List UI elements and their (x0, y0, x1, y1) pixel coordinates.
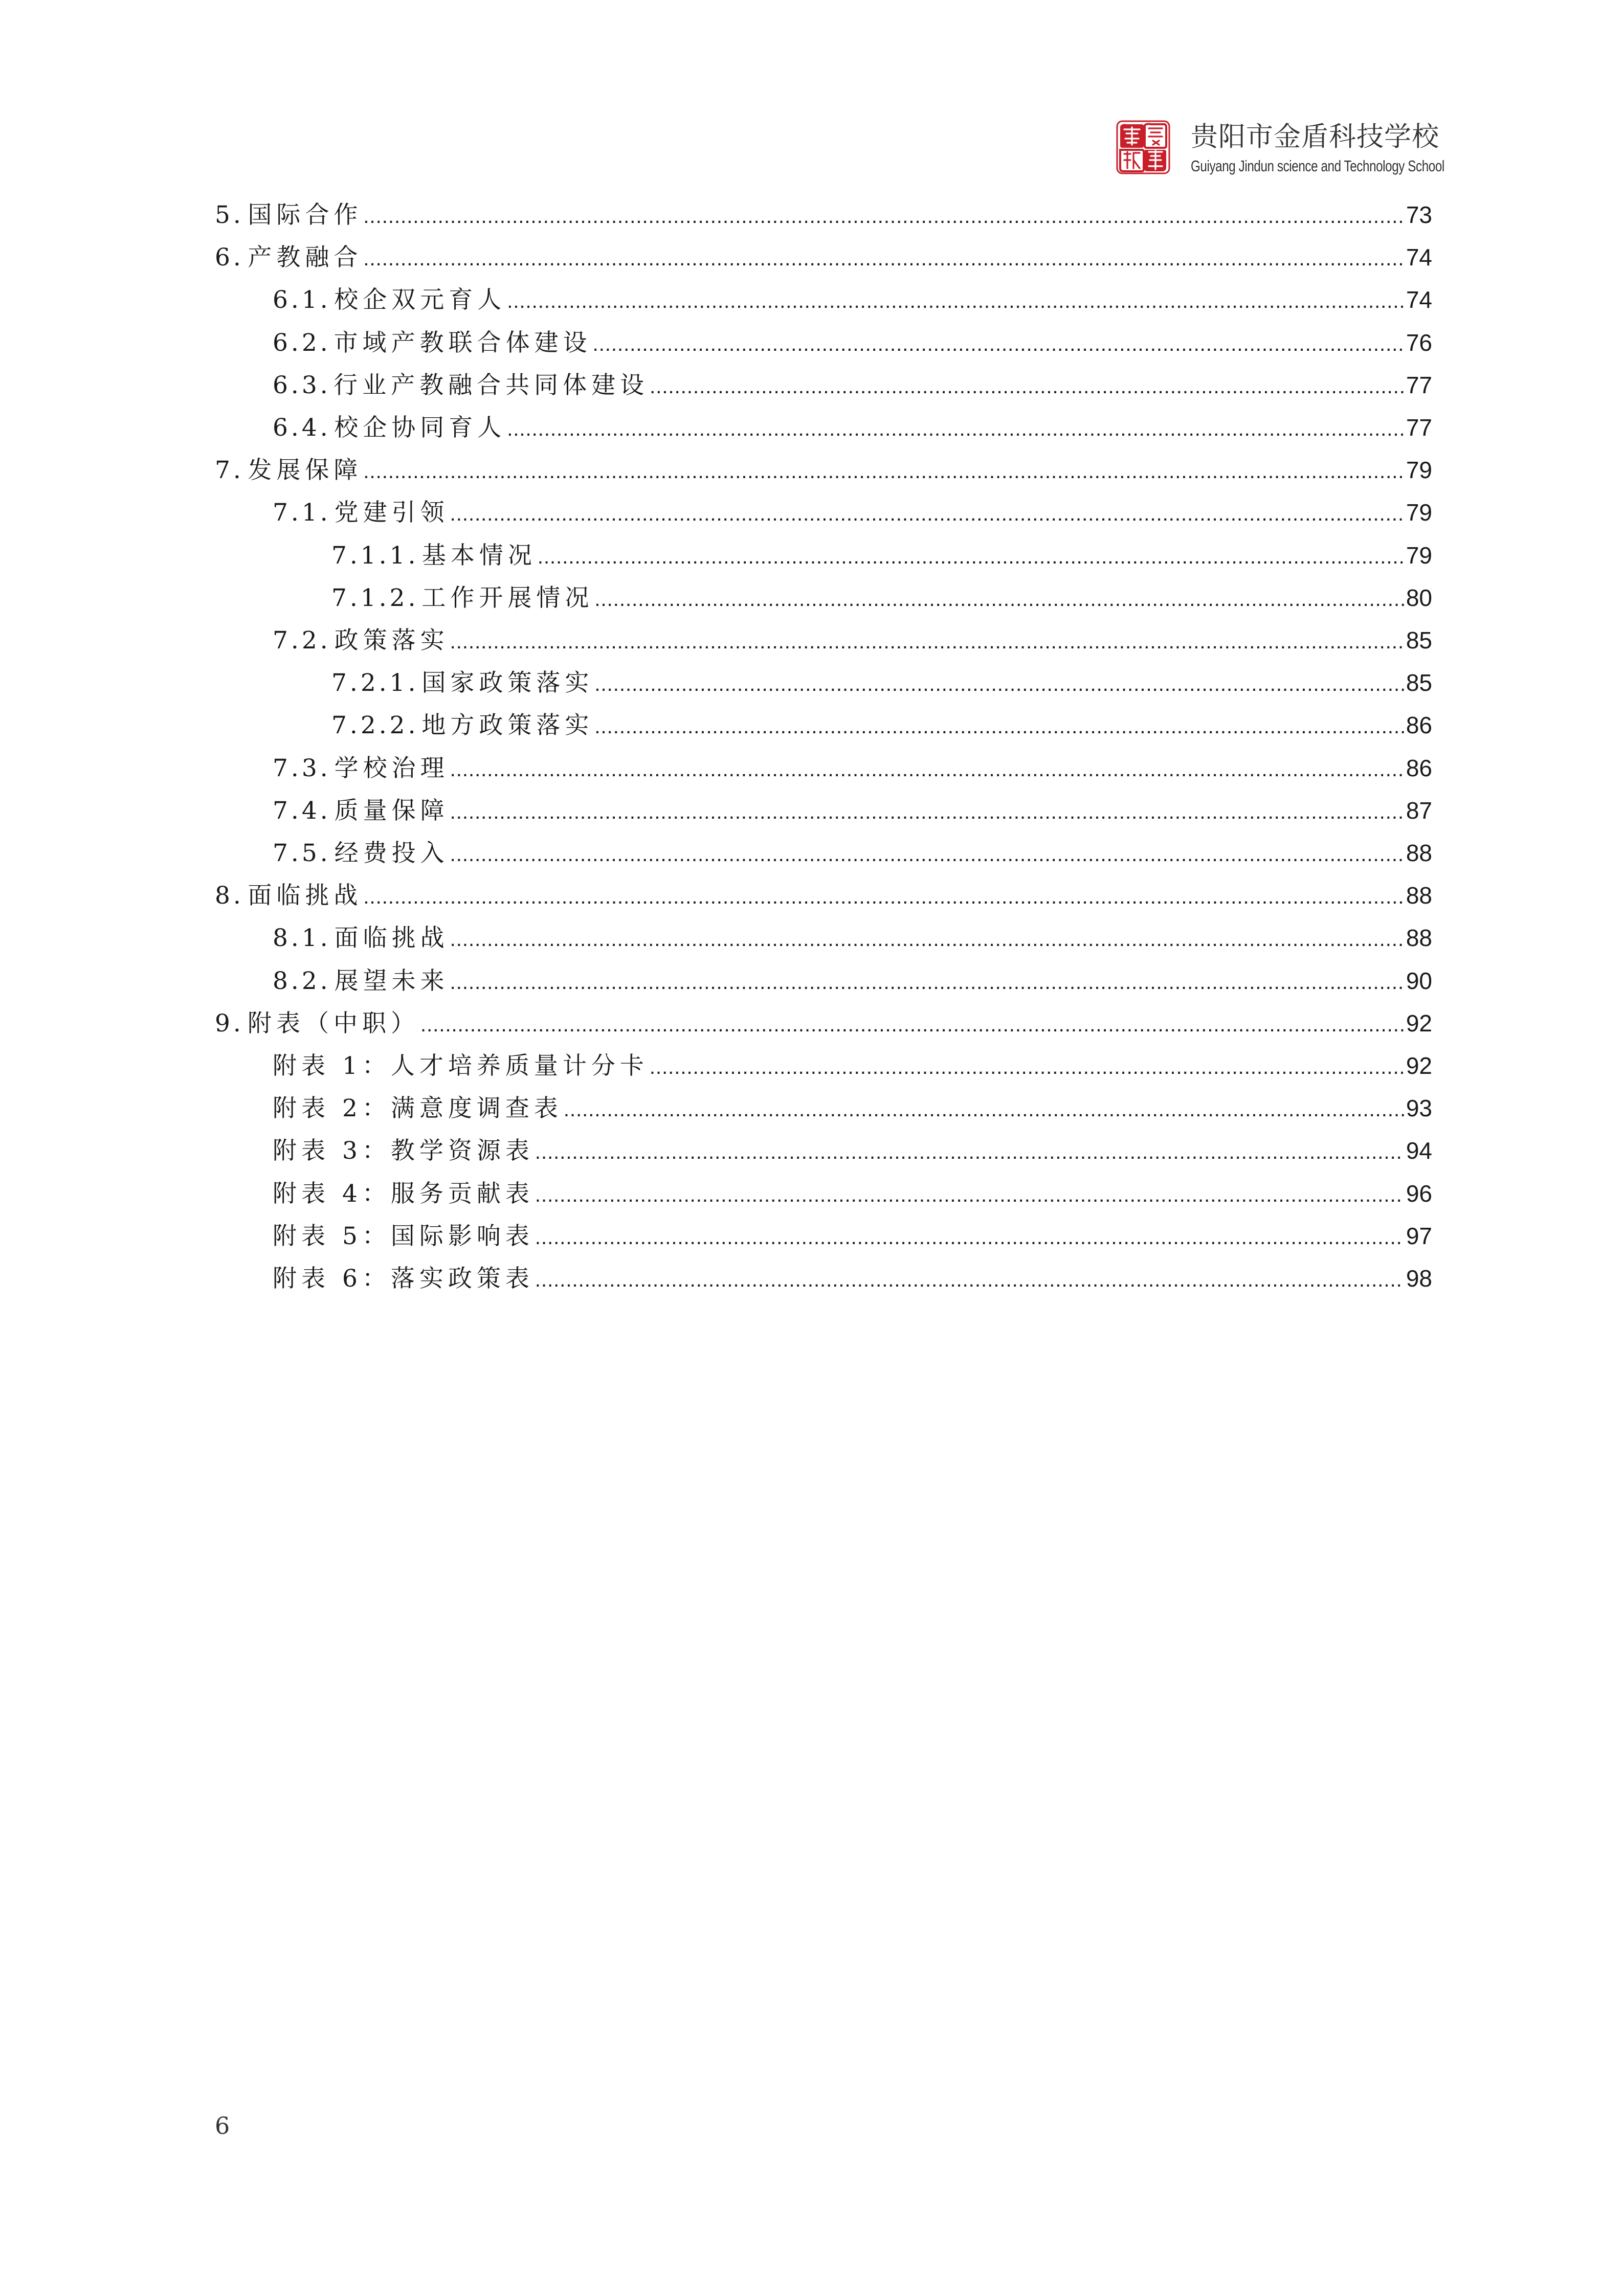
toc-entry[interactable] (331, 540, 1432, 571)
toc-entry-page: 86 (1406, 712, 1432, 739)
toc-entry-page: 86 (1406, 754, 1432, 781)
toc-entry-title: 行业产教融合共同体建设 (333, 371, 649, 399)
toc-entry-page: 88 (1406, 925, 1432, 952)
toc-entry-title: 质量保障 (334, 796, 449, 825)
toc-entry-number: 7.1.2. (331, 583, 419, 612)
toc-entry[interactable] (273, 497, 1432, 528)
toc-dot-leader (450, 797, 1404, 827)
toc-entry-title: 附表 4：服务贡献表 (273, 1179, 534, 1208)
toc-entry-title: 市域产教联合体建设 (333, 328, 592, 357)
toc-entry-number: 7.3. (273, 754, 331, 782)
toc-dot-leader (363, 882, 1404, 912)
toc-entry-title: 产教融合 (248, 243, 363, 272)
toc-entry-title: 地方政策落实 (421, 711, 594, 740)
toc-entry-number: 6.3. (273, 371, 331, 399)
toc-dot-leader (450, 626, 1404, 657)
toc-entry-page: 74 (1406, 286, 1432, 313)
toc-entry[interactable] (215, 1008, 1432, 1039)
toc-entry-page: 90 (1406, 967, 1432, 994)
toc-entry-page: 85 (1406, 669, 1432, 696)
toc-entry-title: 附表 2：满意度调查表 (273, 1094, 563, 1123)
toc-entry[interactable] (273, 412, 1432, 443)
toc-dot-leader (450, 839, 1404, 870)
toc-entry-number: 7.1. (273, 499, 331, 527)
toc-entry-page: 92 (1406, 1009, 1432, 1037)
toc-entry-number: 7.1.1. (331, 541, 419, 570)
toc-entry[interactable] (215, 880, 1432, 911)
toc-entry-title: 国家政策落实 (421, 669, 594, 697)
toc-entry[interactable] (273, 965, 1432, 996)
toc-entry[interactable] (273, 327, 1432, 358)
toc-entry-number: 8.2. (273, 966, 331, 995)
toc-dot-leader (564, 1094, 1404, 1125)
toc-entry[interactable] (273, 1221, 1432, 1251)
toc-entry-number: 8. (215, 882, 244, 910)
toc-entry-number: 7.5. (273, 839, 331, 867)
toc-dot-leader (363, 201, 1404, 232)
toc-dot-leader (450, 967, 1404, 998)
toc-entry-title: 校企协同育人 (334, 414, 506, 442)
toc-entry[interactable] (273, 753, 1432, 783)
toc-entry-number: 6.1. (273, 286, 331, 314)
toc-entry-number: 7. (215, 456, 244, 485)
toc-entry-page: 97 (1406, 1222, 1432, 1249)
toc-dot-leader (594, 711, 1404, 742)
toc-entry-page: 79 (1406, 542, 1432, 569)
toc-dot-leader (363, 243, 1404, 274)
toc-dot-leader (538, 542, 1404, 572)
toc-dot-leader (450, 499, 1404, 529)
toc-entry[interactable] (331, 667, 1432, 698)
toc-entry-page: 79 (1406, 499, 1432, 526)
toc-entry[interactable] (215, 242, 1432, 273)
toc-entry-page: 98 (1406, 1265, 1432, 1292)
toc-entry-number: 6.4. (273, 414, 331, 442)
toc-dot-leader (450, 924, 1404, 955)
toc-entry[interactable] (331, 710, 1432, 740)
toc-entry-number: 5. (215, 201, 244, 229)
toc-entry[interactable] (215, 199, 1432, 230)
toc-entry-title: 展望未来 (334, 966, 449, 995)
toc-entry-title: 基本情况 (421, 541, 537, 570)
toc-entry[interactable] (273, 370, 1432, 400)
toc-entry-page: 92 (1406, 1052, 1432, 1079)
toc-entry-number: 7.2.2. (331, 711, 419, 740)
toc-entry[interactable] (273, 1050, 1432, 1081)
toc-entry[interactable] (273, 284, 1432, 315)
school-name-chinese: 贵阳市金盾科技学校 (1191, 121, 1439, 152)
toc-entry[interactable] (273, 1263, 1432, 1294)
toc-entry-title: 工作开展情况 (421, 583, 594, 612)
toc-entry-page: 85 (1406, 627, 1432, 654)
toc-entry-number: 6.2. (273, 328, 331, 357)
toc-dot-leader (594, 584, 1404, 615)
toc-entry-number: 9. (215, 1009, 244, 1038)
toc-dot-leader (507, 414, 1404, 444)
toc-entry-title: 学校治理 (334, 754, 449, 782)
toc-entry[interactable] (331, 582, 1432, 613)
toc-entry[interactable] (273, 795, 1432, 826)
toc-entry-title: 发展保障 (248, 456, 363, 485)
toc-entry-page: 80 (1406, 584, 1432, 611)
toc-dot-leader (535, 1180, 1404, 1210)
toc-entry-title: 附表（中职） (247, 1009, 419, 1038)
toc-entry[interactable] (273, 1135, 1432, 1166)
toc-entry-page: 88 (1406, 840, 1432, 866)
toc-dot-leader (363, 456, 1404, 487)
toc-entry-title: 面临挑战 (334, 924, 449, 953)
toc-entry-page: 79 (1406, 457, 1432, 484)
toc-entry[interactable] (273, 922, 1432, 953)
toc-entry-title: 附表 1：人才培养质量计分卡 (273, 1052, 649, 1080)
toc-entry-title: 经费投入 (334, 839, 449, 867)
toc-dot-leader (650, 1052, 1404, 1083)
toc-entry-page: 94 (1406, 1137, 1432, 1164)
school-name-english: Guiyang Jindun science and Technology School (1191, 157, 1444, 175)
toc-entry-number: 8.1. (273, 924, 331, 953)
toc-entry-title: 附表 5：国际影响表 (273, 1222, 534, 1250)
toc-entry-page: 96 (1406, 1180, 1432, 1207)
toc-entry-page: 77 (1406, 414, 1432, 441)
document-header (1115, 115, 1442, 187)
toc-entry-title: 附表 6：落实政策表 (273, 1265, 534, 1293)
toc-dot-leader (535, 1222, 1404, 1253)
toc-entry-page: 76 (1406, 329, 1432, 356)
toc-dot-leader (535, 1137, 1404, 1167)
toc-dot-leader (420, 1009, 1404, 1040)
toc-entry-title: 校企双元育人 (334, 286, 506, 314)
page-number: 6 (215, 2112, 230, 2140)
toc-entry-title: 附表 3：教学资源表 (273, 1137, 534, 1165)
toc-entry-title: 党建引领 (334, 499, 449, 527)
school-logo-icon (1115, 119, 1171, 175)
toc-entry[interactable] (215, 455, 1432, 485)
toc-entry-number: 7.4. (273, 796, 331, 825)
toc-entry-number: 6. (215, 243, 244, 272)
toc-dot-leader (507, 286, 1404, 317)
toc-entry-title: 政策落实 (334, 626, 449, 655)
toc-entry-page: 87 (1406, 797, 1432, 824)
toc-dot-leader (593, 329, 1404, 359)
toc-dot-leader (450, 754, 1404, 785)
toc-entry-page: 74 (1406, 244, 1432, 271)
toc-entry-title: 国际合作 (248, 201, 363, 229)
toc-entry-number: 7.2.1. (331, 669, 419, 697)
toc-entry[interactable] (273, 1178, 1432, 1209)
toc-entry-number: 7.2. (273, 626, 331, 655)
toc-entry-page: 88 (1406, 882, 1432, 909)
toc-entry-page: 93 (1406, 1095, 1432, 1122)
toc-dot-leader (650, 371, 1404, 402)
toc-dot-leader (594, 669, 1404, 700)
toc-dot-leader (535, 1265, 1404, 1295)
toc-entry-page: 77 (1406, 371, 1432, 398)
toc-entry[interactable] (273, 838, 1432, 868)
toc-entry-page: 73 (1406, 201, 1432, 228)
toc-entry[interactable] (273, 625, 1432, 656)
toc-entry-title: 面临挑战 (248, 882, 363, 910)
toc-entry[interactable] (273, 1093, 1432, 1123)
